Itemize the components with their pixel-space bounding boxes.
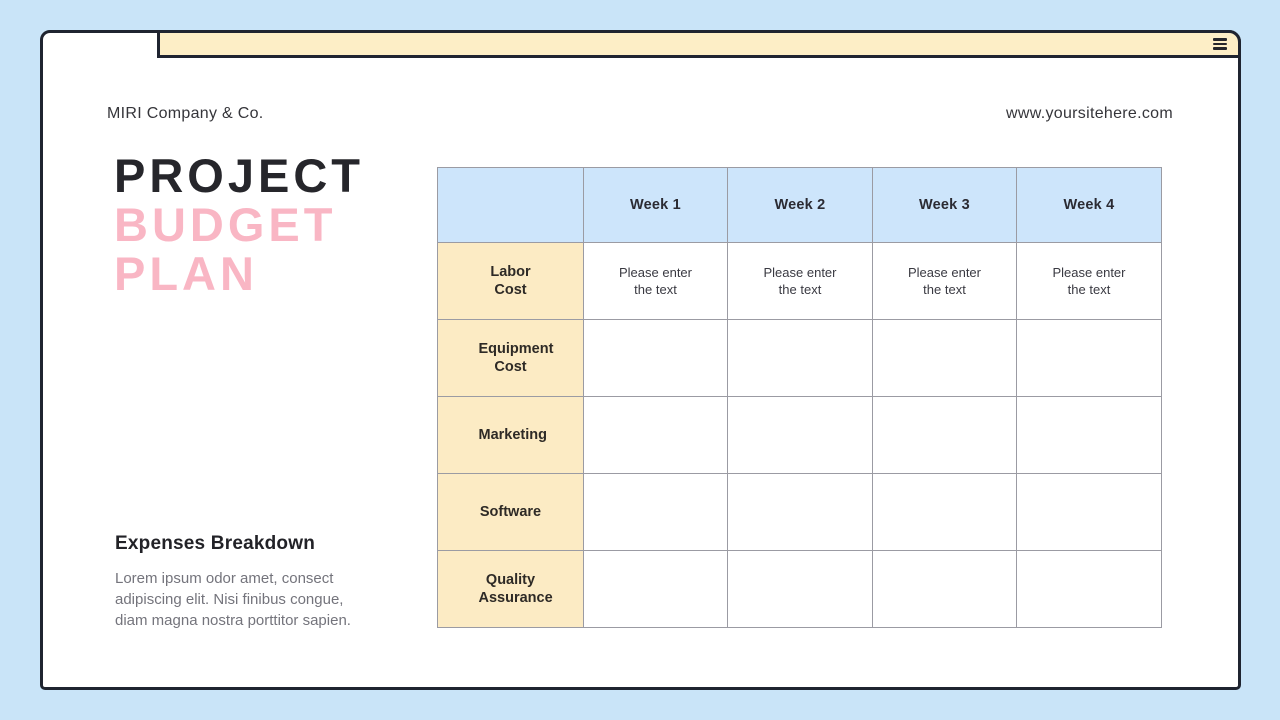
cell-software-week-2[interactable]	[728, 474, 873, 551]
header-cell-week-1: Week 1	[584, 168, 728, 243]
title-line-project: PROJECT	[114, 149, 364, 202]
row-label-labor-cost	[438, 243, 584, 320]
cell-placeholder-text: Please enter the text	[908, 265, 981, 297]
header-cell-week-3: Week 3	[873, 168, 1017, 243]
cell-placeholder-text: Please enter the text	[619, 265, 692, 297]
title-line-budget: BUDGET	[114, 198, 337, 251]
cell-placeholder-text: Please enter the text	[1052, 265, 1126, 297]
cell-software-week-3[interactable]	[873, 474, 1017, 551]
cell-equipment-week-2[interactable]	[728, 320, 873, 397]
row-label-software	[438, 474, 584, 551]
cell-equipment-week-1[interactable]	[584, 320, 728, 397]
cell-marketing-week-3[interactable]	[873, 397, 1017, 474]
row-label-text: Labor Cost	[490, 264, 531, 298]
budget-table	[437, 167, 1162, 628]
row-label-text: Equipment Cost	[478, 341, 554, 375]
cell-qa-week-4[interactable]	[1017, 551, 1162, 628]
row-label-quality-assurance	[438, 551, 584, 628]
page-title	[114, 151, 364, 298]
cell-labor-week-1[interactable]	[584, 243, 728, 320]
cell-marketing-week-1[interactable]	[584, 397, 728, 474]
header-cell-week-2: Week 2	[728, 168, 873, 243]
header-cell-empty	[438, 168, 584, 243]
title-bar	[157, 30, 1241, 58]
cell-marketing-week-2[interactable]	[728, 397, 873, 474]
hamburger-menu-icon[interactable]	[1213, 38, 1227, 50]
cell-labor-week-3[interactable]	[873, 243, 1017, 320]
cell-qa-week-2[interactable]	[728, 551, 873, 628]
table-row-labor-cost	[438, 243, 1162, 320]
slide-card	[40, 30, 1241, 690]
cell-qa-week-1[interactable]	[584, 551, 728, 628]
table-row-marketing	[438, 397, 1162, 474]
title-line-plan: PLAN	[114, 247, 258, 300]
table-row-quality-assurance	[438, 551, 1162, 628]
website-url: www.yoursitehere.com	[1006, 105, 1173, 122]
row-label-text: Quality Assurance	[478, 572, 553, 606]
cell-labor-week-4[interactable]	[1017, 243, 1162, 320]
table-row-software	[438, 474, 1162, 551]
row-label-text: Software	[479, 504, 542, 520]
company-name: MIRI Company & Co.	[107, 105, 264, 122]
cell-labor-week-2[interactable]	[728, 243, 873, 320]
table-header-row	[438, 168, 1162, 243]
header-cell-week-4: Week 4	[1017, 168, 1162, 243]
section-heading: Expenses Breakdown	[115, 533, 316, 554]
row-label-text: Marketing	[478, 427, 547, 443]
table-row-equipment-cost	[438, 320, 1162, 397]
cell-marketing-week-4[interactable]	[1017, 397, 1162, 474]
cell-software-week-4[interactable]	[1017, 474, 1162, 551]
cell-software-week-1[interactable]	[584, 474, 728, 551]
cell-equipment-week-3[interactable]	[873, 320, 1017, 397]
row-label-marketing	[438, 397, 584, 474]
section-body: Lorem ipsum odor amet, consect adipiscing elit. Nisi finibus congue, diam magna nostra porttitor sapien.	[115, 570, 351, 629]
cell-placeholder-text: Please enter the text	[763, 265, 837, 297]
cell-equipment-week-4[interactable]	[1017, 320, 1162, 397]
row-label-equipment-cost	[438, 320, 584, 397]
cell-qa-week-3[interactable]	[873, 551, 1017, 628]
